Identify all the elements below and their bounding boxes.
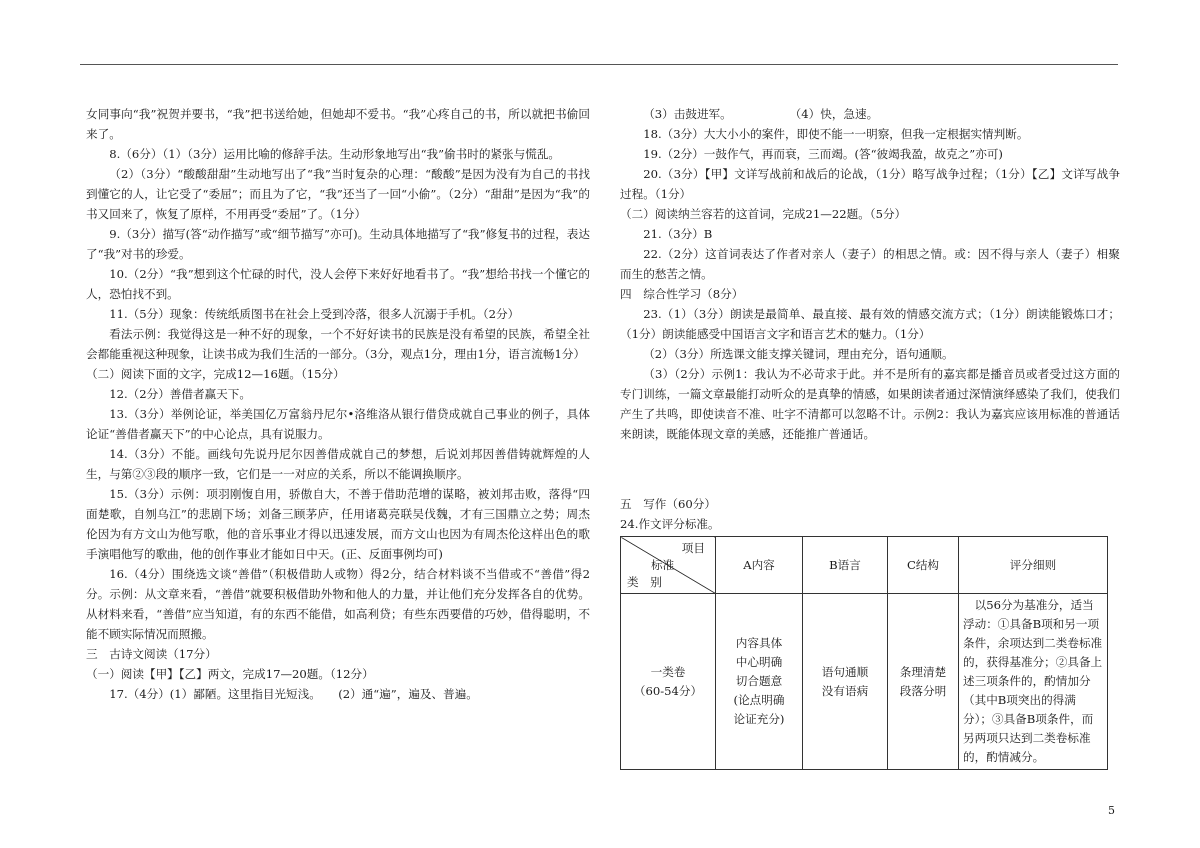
paragraph: 19.（2分）一鼓作气，再而衰，三而竭。(答“彼竭我盈，故克之”亦可) xyxy=(643,147,1003,161)
header-category-label: 类 别 xyxy=(627,575,662,589)
row-content-criteria: 内容具体 中心明确 切合题意 (论点明确 论证充分) xyxy=(716,594,803,770)
right-column-text xyxy=(620,104,1120,534)
paragraph: 13.（3分）举例论证，举美国亿万富翁丹尼尔•洛维洛从银行借贷成就自己事业的例子，具体论证“善借者赢天下”的中心论点，具有说服力。 xyxy=(86,407,590,441)
col-header-language: B语言 xyxy=(803,537,888,594)
paragraph: 17.（4分）(1）鄙陋。这里指目光短浅。 (2）通“遍”，遍及、普遍。 xyxy=(109,687,478,701)
row-language-criteria: 语句通顺 没有语病 xyxy=(803,594,888,770)
paragraph: 23.（1）（3分）朗读是最简单、最直接、最有效的情感交流方式；（1分）朗读能锻炼口才；（1分）朗读能感受中国语言文字和语言艺术的魅力。（1分） xyxy=(620,307,1120,341)
paragraph: 16.（4分）围绕选文谈“善借”（积极借助人或物）得2分，结合材料谈不当借或不“善借”得2分。示例：从文章来看，“善借”就要积极借助外物和他人的力量，并让他们充分发挥各自的优势。从材料来看，“善借”应当知道，有的东西不能借，如高利贷；有些东西要借的巧妙，借得聪明，不能不顾实际情况而照搬。 xyxy=(86,567,590,641)
paragraph: （3）击鼓进军。 （4）快，急速。 xyxy=(643,107,879,121)
paragraph: 22.（2分）这首词表达了作者对亲人（妻子）的相思之情。或：因不得与亲人（妻子）相聚而生的愁苦之情。 xyxy=(620,247,1120,281)
paragraph: 12.（2分）善借者赢天下。 xyxy=(109,387,251,401)
header-rule xyxy=(80,64,1118,65)
paragraph: 11.（5分）现象：传统纸质图书在社会上受到冷落，很多人沉溺于手机。（2分） xyxy=(109,307,520,321)
paragraph: 看法示例：我觉得这是一种不好的现象，一个不好好读书的民族是没有希望的民族，希望全社会都能重视这种现象，让读书成为我们生活的一部分。（3分，观点1分，理由1分，语言流畅1分） xyxy=(86,327,590,361)
paragraph: 8.（6分）（1）（3分）运用比喻的修辞手法。生动形象地写出“我”偷书时的紧张与慌乱。 xyxy=(109,147,561,161)
paragraph: 24.作文评分标准。 xyxy=(620,517,720,531)
col-header-content: A内容 xyxy=(716,537,803,594)
right-column xyxy=(620,104,1120,770)
paragraph: （3）（2分）示例1：我认为不必苛求于此。并不是所有的嘉宾都是播音员或者受过这方面的专门训练，一篇文章最能打动听众的是真挚的情感，如果朗读者通过深情演绎感染了我们，使我们产生了共鸣，即使读音不准、吐字不清都可以忽略不计。示例2：我认为嘉宾应该用标准的普通话来朗读，既能体现文章的美感，还能推广普通话。 xyxy=(620,367,1120,441)
essay-scoring-table xyxy=(620,536,1108,770)
col-header-structure: C结构 xyxy=(888,537,959,594)
col-header-detail: 评分细则 xyxy=(959,537,1108,594)
paragraph: （二）阅读纳兰容若的这首词，完成21—22题。（5分） xyxy=(620,207,907,221)
table-row xyxy=(621,594,1108,770)
paragraph: （2）（3分）所选课文能支撑关键词，理由充分，语句通顺。 xyxy=(643,347,954,361)
paragraph: 15.（3分）示例：项羽刚愎自用，骄傲自大，不善于借助范增的谋略，被刘邦击败，落得“四面楚歌，自刎乌江”的悲剧下场；刘备三顾茅庐，任用诸葛亮联吴伐魏，才有三国鼎立之势；周杰伦因为有方文山为他写歌，他的音乐事业才得以迅速发展，而方文山也因为有周杰伦这样出色的歌手演唱他写的歌曲，他的创作事业才能如日中天。(正、反面事例均可) xyxy=(86,487,590,561)
header-standard-label: 标准 xyxy=(651,558,675,572)
table-diagonal-header xyxy=(621,537,716,594)
row-score-range: （60-54分） xyxy=(633,683,703,698)
row-category: 一类卷 xyxy=(650,664,686,679)
paragraph: 18.（3分）大大小小的案件，即使不能一一明察，但我一定根据实情判断。 xyxy=(643,127,1029,141)
page-number: 5 xyxy=(1108,804,1115,817)
paragraph: 21.（3分）B xyxy=(643,227,713,241)
header-item-label: 项目 xyxy=(681,541,705,555)
paragraph: （二）阅读下面的文字，完成12—16题。（15分） xyxy=(86,367,345,381)
paragraph: 10.（2分）“我”想到这个忙碌的时代，没人会停下来好好地看书了。“我”想给书找一个懂它的人，恐怕找不到。 xyxy=(86,267,590,301)
row-category-cell xyxy=(621,594,716,770)
paragraph: （一）阅读【甲】【乙】两文，完成17—20题。（12分） xyxy=(86,667,374,681)
paragraph: （2）（3分）“酸酸甜甜”生动地写出了“我”当时复杂的心理：“酸酸”是因为没有为自己的书找到懂它的人，让它受了“委屈”；而且为了它，“我”还当了一回“小偷”。（2分）“甜甜”是因为“我”的书又回来了，恢复了原样，不用再受“委屈”了。（1分） xyxy=(86,167,590,221)
table-header-row xyxy=(621,537,1108,594)
paragraph: 14.（3分）不能。画线句先说丹尼尔因善借成就自己的梦想，后说刘邦因善借铸就辉煌的人生，与第②③段的顺序一致，它们是一一对应的关系，所以不能调换顺序。 xyxy=(86,447,590,481)
paragraph: 20.（3分）【甲】文详写战前和战后的论战，（1分）略写战争过程；（1分）【乙】文详写战争过程。（1分） xyxy=(620,167,1120,201)
paragraph: 9.（3分）描写(答“动作描写”或“细节描写”亦可)。生动具体地描写了“我”修复书的过程，表达了“我”对书的珍爱。 xyxy=(86,227,590,261)
paragraph: 四 综合性学习（8分） xyxy=(620,287,744,301)
paragraph: 五 写作（60分） xyxy=(620,497,716,511)
row-structure-criteria: 条理清楚 段落分明 xyxy=(888,594,959,770)
row-scoring-detail: 以56分为基准分，适当浮动：①具备B项和另一项条件，余项达到二类卷标准的，获得基准分；②具备上述三项条件的，酌情加分（其中B项突出的得满分）；③具备B项条件，而另两项只达到二类卷标准的，酌情减分。 xyxy=(959,594,1108,770)
left-column xyxy=(86,104,590,704)
paragraph: 女同事向“我”祝贺并要书，“我”把书送给她，但她却不爱书。“我”心疼自己的书，所以就把书偷回来了。 xyxy=(86,107,590,141)
paragraph: 三 古诗文阅读（17分） xyxy=(86,647,217,661)
